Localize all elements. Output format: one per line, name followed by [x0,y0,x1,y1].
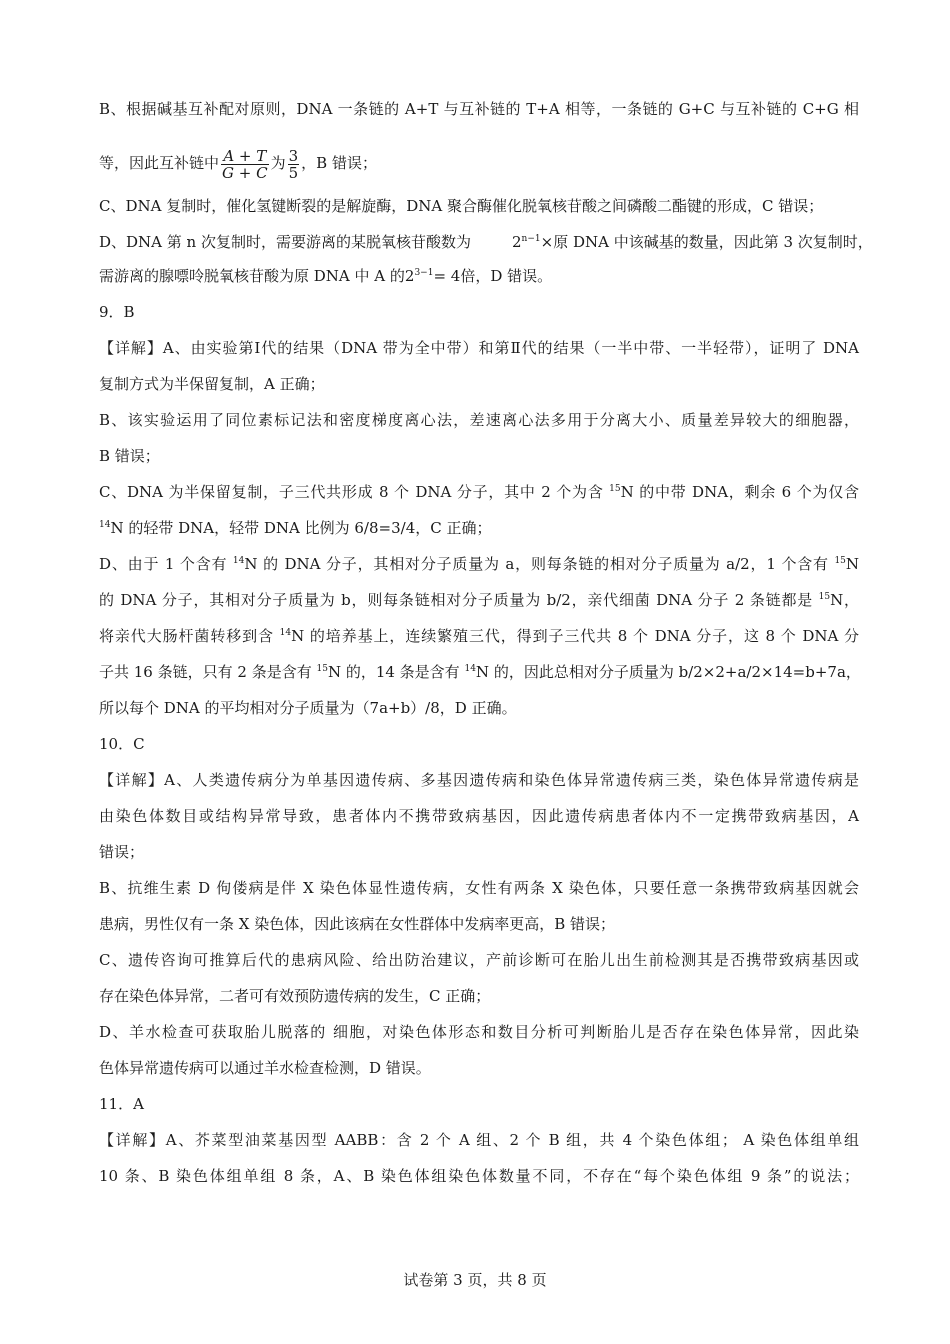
isotope-sup: 15 [834,556,846,566]
power-exponent: n−1 [521,234,541,244]
line4-after: ×原 DNA 中该碱基的数量，因此第 3 次复制时， [540,233,873,251]
text-line: 【详解】A、人类遗传病分为单基因遗传病、多基因遗传病和染色体异常遗传病三类，染色体异常遗传病是 [99,771,859,789]
power-exponent: 3−1 [414,268,434,278]
text-line-fraction [99,143,859,183]
text-line: 10 条、B 染色体组单组 8 条，A、B 染色体组染色体数量不同，不存在“每个染色体组 9 条”的说法； [99,1167,859,1185]
text-line-3: C、DNA 复制时，催化氢键断裂的是解旋酶，DNA 聚合酶催化脱氧核苷酸之间磷酸二酯键的形成，C 错误； [99,197,824,215]
text-span: N 的轻带 DNA，轻带 DNA 比例为 6/8=3/4，C 正确； [110,519,492,537]
text-line: 色体异常遗传病可以通过羊水检查检测，D 错误。 [99,1059,431,1077]
text-line: 患病，男性仅有一条 X 染色体，因此该病在女性群体中发病率更高，B 错误； [99,915,616,933]
text-span: 将亲代大肠杆菌转移到含 [99,627,280,645]
text-line: 11．A [99,1095,144,1113]
text-line: B、抗维生素 D 佝偻病是伴 X 染色体显性遗传病，女性有两条 X 染色体，只要任意一条携带致病基因就会 [99,879,859,897]
isotope-sup: 14 [279,628,292,638]
text-line: B 错误； [99,447,160,465]
power-base: 2 [404,267,415,285]
text-span: N 的培养基上，连续繁殖三代，得到子三代共 8 个 DNA 分子，这 8 个 DNA 分 [291,627,859,645]
text-line: 由染色体数目或结构异常导致，患者体内不携带致病基因，因此遗传病患者体内不一定携带致病基因，A [99,807,859,825]
text-line: 错误； [99,843,145,861]
text-span: C、DNA 为半保留复制，子三代共形成 8 个 DNA 分子，其中 2 个为含 [99,483,610,501]
text-line: 【详解】A、芥菜型油菜基因型 AABB：含 2 个 A 组、2 个 B 组，共 4 个染色体组； A 染色体组单组 [99,1131,859,1149]
isotope-sup: 14 [99,520,111,530]
text-span: 的 DNA 分子，其相对分子质量为 b，则每条链相对分子质量为 b/2，亲代细菌 DNA 分子 2 条链都是 [99,591,819,609]
isotope-sup: 14 [232,556,245,566]
text-span: N [845,555,860,573]
fraction-value: $\frac{3}{5}$ [288,146,299,182]
text-line: 9．B [99,303,135,321]
isotope-sup: 15 [609,484,621,494]
text-line: B、根据碱基互补配对原则，DNA 一条链的 A+T 与互补链的 T+A 相等，一条链的 G+C 与互补链的 C+G 相 [99,100,859,118]
text-line-d9b [99,590,859,612]
text-line: 存在染色体异常，二者可有效预防遗传病的发生，C 正确； [99,987,491,1005]
text-line: 10．C [99,735,145,753]
text-line: 复制方式为半保留复制，A 正确； [99,375,325,393]
text-line: B、该实验运用了同位素标记法和密度梯度离心法，差速离心法多用于分离大小、质量差异较大的细胞器， [99,411,859,429]
text-line-d9e: 所以每个 DNA 的平均相对分子质量为（7a+b）/8，D 正确。 [99,699,517,717]
fraction-at-gc: $\frac{A + T}{G + C}$ [222,146,268,182]
text-span: 子共 16 条链，只有 2 条是含有 [99,663,317,681]
isotope-sup: 15 [316,664,328,674]
text-line-4-tail [512,232,873,254]
text-line-d9a [99,554,859,576]
text-line: D、DNA 第 n 次复制时，需要游离的某脱氧核苷酸数为 [99,233,471,251]
text-line-d9d [99,662,859,684]
power-base: 2 [512,233,522,251]
text-span: N 的，因此总相对分子质量为 b/2×2+a/2×14=b+7a， [475,663,861,681]
text-span: N 的 DNA 分子，其相对分子质量为 a，则每条链的相对分子质量为 a/2，1 个含有 [244,555,835,573]
line5-before: 需游离的腺嘌呤脱氧核苷酸为原 DNA 中 A 的 [99,267,405,285]
text-span: N 的，14 条是含有 [327,663,465,681]
text-span: D、由于 1 个含有 [99,555,233,573]
text-span: N， [830,591,859,609]
line2-after: ，B 错误； [301,154,377,172]
isotope-sup: 15 [818,592,831,602]
equation: = 4 [433,267,461,285]
line2-mid: 为 [270,154,286,172]
line2-before: 等，因此互补链中 [99,154,220,172]
isotope-sup: 14 [464,664,476,674]
text-line: C、遗传咨询可推算后代的患病风险、给出防治建议，产前诊断可在胎儿出生前检测其是否携带致病基因或 [99,951,859,969]
text-line-d9c [99,626,859,648]
text-line-c9b [99,518,859,540]
page-footer: 试卷第 3 页，共 8 页 [403,1271,547,1289]
line5-after: 倍，D 错误。 [460,267,553,285]
text-line-5 [99,266,859,288]
text-line-c9 [99,482,859,504]
text-span: N 的中带 DNA，剩余 6 个为仅含 [620,483,859,501]
text-line: D、羊水检查可获取胎儿脱落的 细胞，对染色体形态和数目分析可判断胎儿是否存在染色体异常，因此染 [99,1023,859,1041]
text-line: 【详解】A、由实验第Ⅰ代的结果（DNA 带为全中带）和第Ⅱ代的结果（一半中带、一半轻带），证明了 DNA [99,339,859,357]
